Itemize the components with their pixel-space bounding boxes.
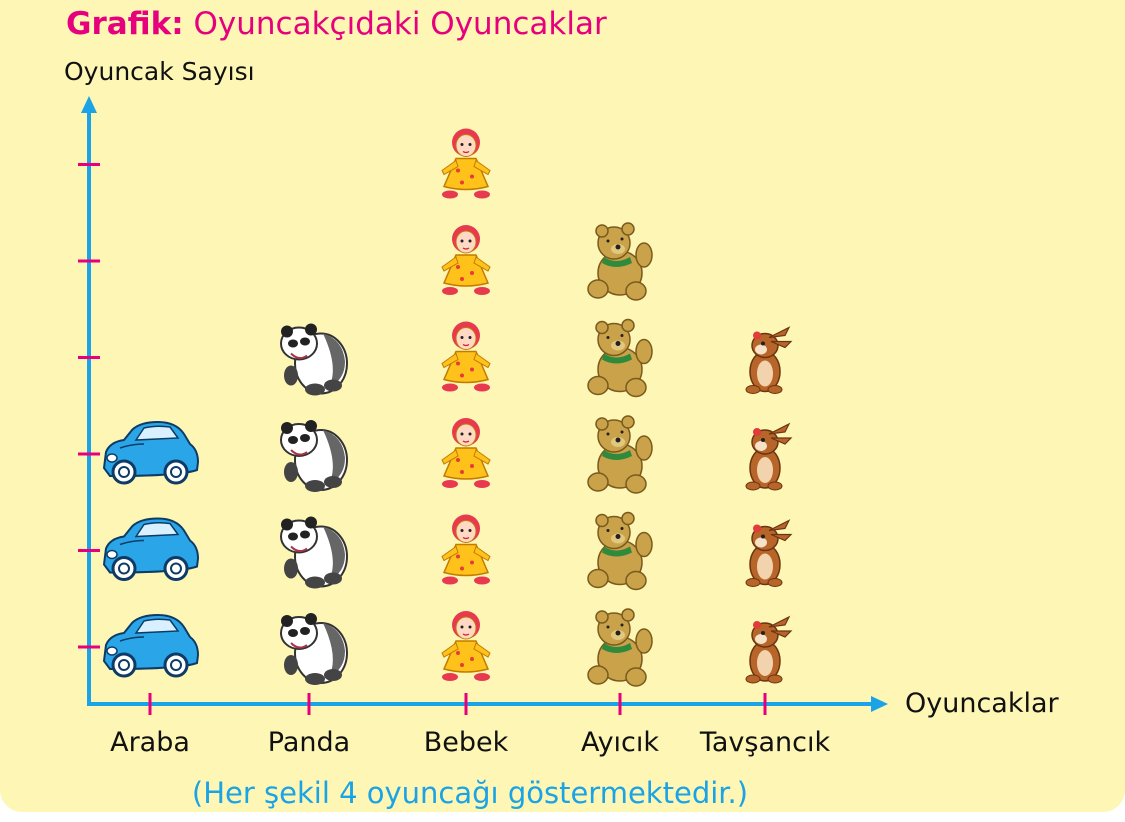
category-label-ayicik: Ayıcık xyxy=(580,727,660,758)
teddy-bear-icon xyxy=(588,513,652,590)
axes-layer xyxy=(78,96,888,715)
icons-layer xyxy=(104,129,791,687)
car-icon xyxy=(104,615,198,676)
panda-icon xyxy=(281,517,347,589)
teddy-bear-icon xyxy=(588,223,652,300)
car-icon xyxy=(104,519,198,580)
teddy-bear-icon xyxy=(588,320,652,397)
category-label-araba: Araba xyxy=(110,727,190,758)
panda-icon xyxy=(281,324,347,396)
rabbit-icon xyxy=(746,424,791,490)
doll-icon xyxy=(442,129,490,199)
rabbit-icon xyxy=(746,328,791,394)
category-label-tavsancik: Tavşancık xyxy=(699,727,831,758)
teddy-bear-icon xyxy=(588,609,652,686)
category-label-bebek: Bebek xyxy=(423,727,509,758)
rabbit-icon xyxy=(746,617,791,683)
teddy-bear-icon xyxy=(588,416,652,493)
x-axis-label: Oyuncaklar xyxy=(905,688,1059,719)
car-icon xyxy=(104,422,198,483)
y-axis-label: Oyuncak Sayısı xyxy=(64,57,255,86)
doll-icon xyxy=(442,225,490,295)
doll-icon xyxy=(442,515,490,585)
y-axis-arrow xyxy=(81,96,97,113)
doll-icon xyxy=(442,611,490,681)
rabbit-icon xyxy=(746,521,791,587)
doll-icon xyxy=(442,322,490,392)
x-axis-arrow xyxy=(871,696,888,712)
category-label-panda: Panda xyxy=(267,727,351,758)
doll-icon xyxy=(442,418,490,488)
chart-title-label: Grafik: xyxy=(66,6,184,42)
panda-icon xyxy=(281,613,347,685)
legend-note: (Her şekil 4 oyuncağı göstermektedir.) xyxy=(191,776,749,810)
chart-title-text: Oyuncakçıdaki Oyuncaklar xyxy=(193,6,607,42)
panda-icon xyxy=(281,420,347,492)
